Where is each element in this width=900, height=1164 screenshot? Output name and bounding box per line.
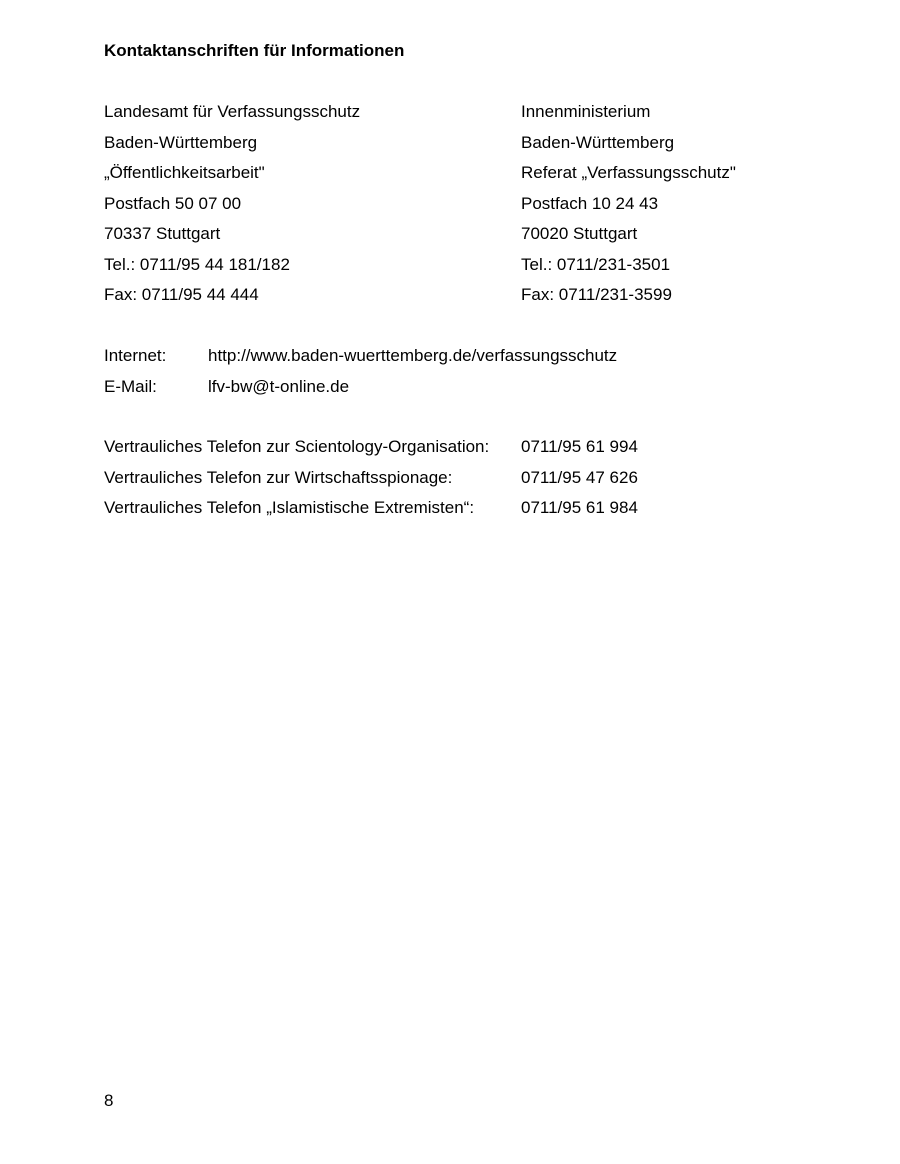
email-label: E-Mail: — [104, 376, 157, 396]
phone-row — [104, 437, 804, 468]
phone-number: 0711/95 61 994 — [521, 437, 638, 456]
phone-number: 0711/95 61 984 — [521, 498, 638, 517]
confidential-phones — [104, 437, 804, 529]
address-line: 70020 Stuttgart — [521, 224, 638, 243]
address-line: „Öffentlichkeitsarbeit" — [104, 163, 265, 182]
phone-number: 0711/95 47 626 — [521, 467, 638, 487]
address-line: Fax: 0711/95 44 444 — [104, 285, 259, 304]
page-title: Kontaktanschriften für Informationen — [104, 41, 405, 60]
address-line: Baden-Württemberg — [521, 132, 675, 152]
address-line: Innenministerium — [521, 102, 651, 121]
phone-label: Vertrauliches Telefon zur Wirtschaftsspionage: — [104, 467, 453, 487]
address-line: Postfach 10 24 43 — [521, 193, 659, 213]
address-innenministerium — [521, 102, 736, 316]
address-line: Fax: 0711/231-3599 — [521, 285, 672, 304]
address-line: Landesamt für Verfassungsschutz — [104, 102, 361, 121]
address-line: Baden-Württemberg — [104, 132, 258, 152]
page-number: 8 — [104, 1091, 114, 1110]
address-line: Tel.: 0711/231-3501 — [521, 254, 671, 274]
phone-label: Vertrauliches Telefon zur Scientology-Organisation: — [104, 437, 490, 456]
phone-row — [104, 498, 804, 529]
internet-link[interactable]: http://www.baden-wuerttemberg.de/verfassungsschutz — [208, 346, 618, 365]
address-lfv — [104, 102, 360, 316]
address-line: Postfach 50 07 00 — [104, 193, 242, 213]
internet-label: Internet: — [104, 346, 167, 365]
phone-label: Vertrauliches Telefon „Islamistische Extremisten“: — [104, 498, 475, 517]
phone-row — [104, 468, 804, 499]
address-line: Referat „Verfassungsschutz" — [521, 163, 736, 182]
address-line: 70337 Stuttgart — [104, 224, 221, 243]
address-line: Tel.: 0711/95 44 181/182 — [104, 254, 290, 274]
email-link[interactable]: lfv-bw@t-online.de — [208, 376, 350, 396]
